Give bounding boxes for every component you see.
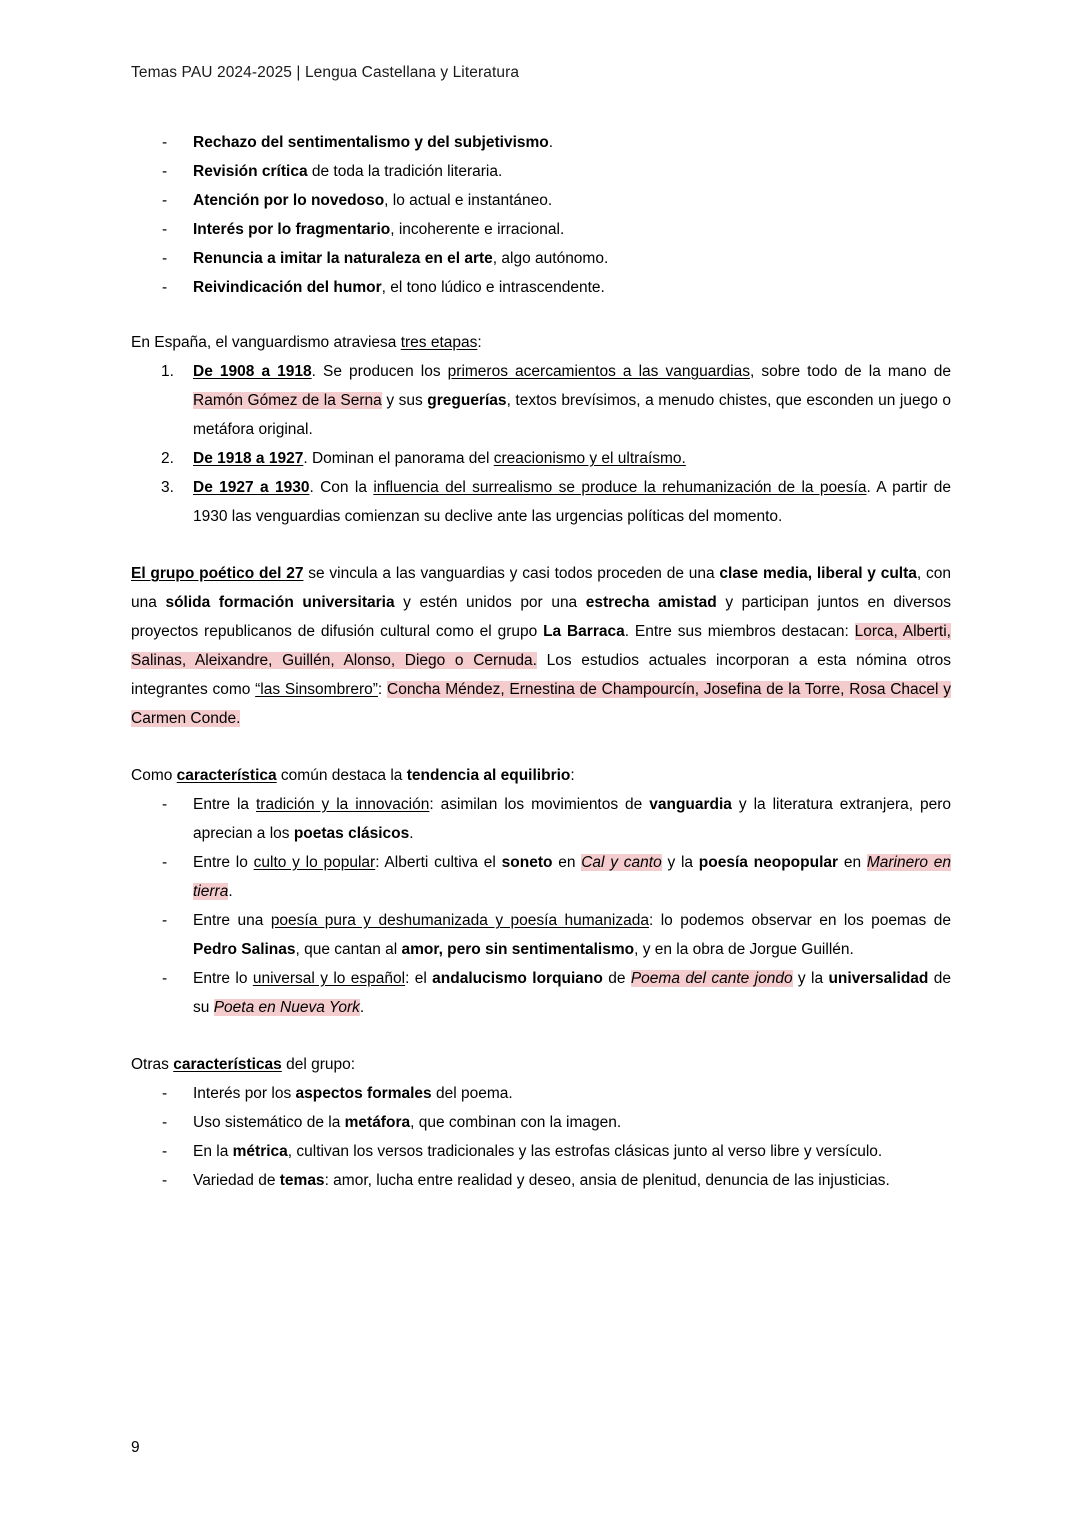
list-item-text xyxy=(193,215,951,244)
oc-lead-t1: Otras xyxy=(131,1056,174,1073)
etapa-t1: . Con la xyxy=(309,479,374,496)
cc-t3: y la literatura extranjera, pero aprecian a los xyxy=(193,796,951,842)
list-item xyxy=(131,444,951,473)
list-item xyxy=(131,1137,951,1166)
dash-marker: - xyxy=(162,163,168,180)
dash-marker: - xyxy=(162,134,168,151)
list-item xyxy=(131,186,951,215)
list-item-rest: de toda la tradición literaria. xyxy=(307,163,503,180)
list-item-text xyxy=(193,357,951,444)
cc-b3: universalidad xyxy=(828,970,929,987)
cc-lead-b: tendencia al equilibrio xyxy=(406,767,571,784)
grupo-27-las-sinsombrero: “las Sinsombrero” xyxy=(255,681,378,698)
list-item-bold: Interés por lo fragmentario xyxy=(193,221,391,238)
oc-t2: del poema. xyxy=(431,1085,513,1102)
etapa-t1: . Se producen los xyxy=(311,363,448,380)
highlight-title-marinero-en-tierra: Marinero en tierra xyxy=(193,854,952,900)
list-item-text xyxy=(193,1166,951,1195)
highlight-title-poeta-en-nueva-york: Poeta en Nueva York xyxy=(213,999,360,1016)
list-item-text xyxy=(193,1079,951,1108)
list-item-bold: Reivindicación del humor xyxy=(193,279,382,296)
cc-t2: : asimilan los movimientos de xyxy=(429,796,650,813)
oc-b1: metáfora xyxy=(344,1114,411,1131)
etapa-b1: greguerías xyxy=(427,392,507,409)
dash-marker: - xyxy=(162,1143,168,1160)
page-header: Temas PAU 2024-2025 | Lengua Castellana y Literatura xyxy=(131,64,520,81)
dash-marker: - xyxy=(162,221,168,238)
oc-lead-bu: características xyxy=(173,1056,282,1073)
cc-t2: : Alberti cultiva el xyxy=(375,854,502,871)
oc-b1: métrica xyxy=(232,1143,288,1160)
cc-t3: , que cantan al xyxy=(295,941,402,958)
etapa-t2: . A partir de 1930 las venguardias comienzan su declive ante las urgencias políticas del momento. xyxy=(193,479,951,525)
dash-marker: - xyxy=(162,1085,168,1102)
grupo-27-t2: , con una xyxy=(131,565,951,611)
cc-u1: tradición y la innovación xyxy=(256,796,430,813)
cc-t2: : lo podemos observar en los poemas de xyxy=(648,912,951,929)
list-item-rest: . xyxy=(548,134,554,151)
grupo-27-b1: clase media, liberal y culta xyxy=(719,565,917,582)
cc-b2: amor, pero sin sentimentalismo xyxy=(401,941,635,958)
page-number: 9 xyxy=(131,1439,140,1456)
dash-marker: - xyxy=(162,970,168,987)
cc-lead-t1: Como xyxy=(131,767,177,784)
dash-marker: - xyxy=(162,192,168,209)
grupo-27-b4: La Barraca xyxy=(543,623,625,640)
list-item xyxy=(131,1166,951,1195)
etapa-t2: , sobre todo de la mano de xyxy=(749,363,951,380)
grupo-27-b2: sólida formación universitaria xyxy=(165,594,395,611)
oc-t2: , cultivan los versos tradicionales y las estrofas clásicas junto al verso libre y versículo. xyxy=(287,1143,883,1160)
cc-t1: Entre la xyxy=(193,796,256,813)
cc-t6: en xyxy=(838,854,867,871)
cc-b1: vanguardia xyxy=(649,796,732,813)
cc-t1: Entre lo xyxy=(193,970,253,987)
grupo-27-t5: . Entre sus miembros destacan: xyxy=(624,623,855,640)
grupo-27-t3: y estén unidos por una xyxy=(394,594,586,611)
dash-marker: - xyxy=(162,1114,168,1131)
cc-t3: en xyxy=(552,854,582,871)
list-item xyxy=(131,244,951,273)
oc-t2: , que combinan con la imagen. xyxy=(410,1114,622,1131)
etapa-u1: influencia del surrealismo se produce la rehumanización de la poesía xyxy=(373,479,867,496)
oc-t1: En la xyxy=(193,1143,233,1160)
list-item-bold: Atención por lo novedoso xyxy=(193,192,385,209)
highlight-miembros-destacados: Lorca, Alberti, Salinas, Aleixandre, Guillén, Alonso, Diego o Cernuda. xyxy=(131,623,951,669)
oc-b1: aspectos formales xyxy=(295,1085,432,1102)
dash-marker: - xyxy=(162,912,168,929)
number-marker: 1. xyxy=(161,363,174,380)
cc-t4: , y en la obra de Jorgue Guillén. xyxy=(634,941,854,958)
list-item xyxy=(131,273,951,302)
cc-lead-t2: común destaca la xyxy=(276,767,407,784)
dash-marker: - xyxy=(162,796,168,813)
grupo-27-t1: se vincula a las vanguardias y casi todos proceden de una xyxy=(303,565,720,582)
spacer xyxy=(131,531,951,559)
highlight-title-poema-del-cante-jondo: Poema del cante jondo xyxy=(630,970,793,987)
etapa-title: De 1927 a 1930 xyxy=(193,479,310,496)
etapa-t4: , textos brevísimos, a menudo chistes, que esconden un juego o metáfora original. xyxy=(193,392,951,438)
cc-t4: . xyxy=(409,825,414,842)
cc-t7: . xyxy=(359,999,365,1016)
list-item-rest: , lo actual e instantáneo. xyxy=(384,192,553,209)
oc-t1: Uso sistemático de la xyxy=(193,1114,345,1131)
etapa-u1: primeros acercamientos a las vanguardias xyxy=(447,363,750,380)
list-item-text xyxy=(193,273,951,302)
cc-t2: : el xyxy=(405,970,433,987)
caracteristica-comun-lead xyxy=(131,761,951,790)
number-marker: 3. xyxy=(161,479,174,496)
highlight-las-sinsombrero-nombres: Concha Méndez, Ernestina de Champourcín, Josefina de la Torre, Rosa Chacel y Carmen Conde. xyxy=(131,681,951,727)
grupo-27-lead: El grupo poético del 27 xyxy=(131,565,304,582)
vanguardia-features-list xyxy=(131,128,951,302)
otras-caracteristicas-lead xyxy=(131,1050,951,1079)
etapa-u1: creacionismo y el ultraísmo. xyxy=(493,450,686,467)
cc-t6: de su xyxy=(193,970,951,1016)
list-item-bold: Rechazo del sentimentalismo y del subjetivismo xyxy=(193,134,549,151)
list-item xyxy=(131,1079,951,1108)
list-item xyxy=(131,790,951,848)
spacer xyxy=(131,733,951,761)
etapa-title: De 1918 a 1927 xyxy=(193,450,304,467)
list-item xyxy=(131,157,951,186)
list-item-text xyxy=(193,1137,951,1166)
dash-marker: - xyxy=(162,1172,168,1189)
list-item-rest: , el tono lúdico e intrascendente. xyxy=(381,279,605,296)
list-item-bold: Revisión crítica xyxy=(193,163,308,180)
cc-t1: Entre lo xyxy=(193,854,254,871)
etapa-title: De 1908 a 1918 xyxy=(193,363,312,380)
list-item xyxy=(131,964,951,1022)
cc-b3: poesía neopopular xyxy=(698,854,839,871)
spacer xyxy=(131,1022,951,1050)
list-item-text xyxy=(193,157,951,186)
grupo-27-paragraph xyxy=(131,559,951,733)
dash-marker: - xyxy=(162,250,168,267)
etapa-t1: . Dominan el panorama del xyxy=(303,450,494,467)
oc-t1: Variedad de xyxy=(193,1172,280,1189)
cc-t7: . xyxy=(228,883,233,900)
highlight-title-cal-y-canto: Cal y canto xyxy=(581,854,662,871)
etapas-intro-b: : xyxy=(477,334,482,351)
cc-lead-bu: característica xyxy=(176,767,277,784)
number-marker: 2. xyxy=(161,450,174,467)
cc-t3: de xyxy=(602,970,631,987)
cc-b1: andalucismo lorquiano xyxy=(432,970,603,987)
list-item xyxy=(131,215,951,244)
list-item-bold: Renuncia a imitar la naturaleza en el arte xyxy=(193,250,493,267)
grupo-27-t4: y participan juntos en diversos proyectos republicanos de difusión cultural como el grupo xyxy=(131,594,952,640)
list-item xyxy=(131,357,951,444)
oc-t1: Interés por los xyxy=(193,1085,296,1102)
cc-t5: y la xyxy=(661,854,699,871)
etapa-t3: y sus xyxy=(381,392,428,409)
oc-lead-t2: del grupo: xyxy=(281,1056,356,1073)
dash-marker: - xyxy=(162,279,168,296)
caracteristica-comun-list xyxy=(131,790,951,1022)
cc-b2: poetas clásicos xyxy=(293,825,410,842)
page-content xyxy=(131,128,951,1195)
list-item xyxy=(131,1108,951,1137)
list-item-rest: , incoherente e irracional. xyxy=(390,221,565,238)
grupo-27-t6: Los estudios actuales incorporan a esta nómina otros integrantes como xyxy=(131,652,952,698)
list-item xyxy=(131,906,951,964)
cc-b1: soneto xyxy=(501,854,553,871)
spacer xyxy=(131,302,951,328)
grupo-27-t7: : xyxy=(377,681,387,698)
cc-u1: poesía pura y deshumanizada y poesía humanizada xyxy=(270,912,649,929)
list-item-text xyxy=(193,1108,951,1137)
oc-t2: : amor, lucha entre realidad y deseo, ansia de plenitud, denuncia de las injusticias. xyxy=(324,1172,890,1189)
cc-b1: Pedro Salinas xyxy=(193,941,296,958)
cc-t1: Entre una xyxy=(193,912,271,929)
list-item xyxy=(131,128,951,157)
list-item-text xyxy=(193,444,951,473)
list-item-text xyxy=(193,128,951,157)
list-item-text xyxy=(193,473,951,531)
etapas-intro xyxy=(131,328,951,357)
list-item xyxy=(131,848,951,906)
list-item-text xyxy=(193,964,951,1022)
oc-b1: temas xyxy=(279,1172,325,1189)
list-item-text xyxy=(193,906,951,964)
list-item-text xyxy=(193,244,951,273)
highlight-ramon-gomez-de-la-serna: Ramón Gómez de la Serna xyxy=(193,392,382,409)
dash-marker: - xyxy=(162,854,168,871)
etapas-intro-underlined: tres etapas xyxy=(400,334,478,351)
cc-lead-t3: : xyxy=(570,767,575,784)
list-item xyxy=(131,473,951,531)
list-item-text xyxy=(193,790,951,848)
cc-t5: y la xyxy=(792,970,829,987)
otras-caracteristicas-list xyxy=(131,1079,951,1195)
grupo-27-b3: estrecha amistad xyxy=(585,594,717,611)
cc-u1: universal y lo español xyxy=(252,970,406,987)
list-item-text xyxy=(193,186,951,215)
list-item-text xyxy=(193,848,951,906)
etapas-list xyxy=(131,357,951,531)
etapas-intro-a: En España, el vanguardismo atraviesa xyxy=(131,334,401,351)
cc-u1: culto y lo popular xyxy=(253,854,376,871)
list-item-rest: , algo autónomo. xyxy=(492,250,609,267)
